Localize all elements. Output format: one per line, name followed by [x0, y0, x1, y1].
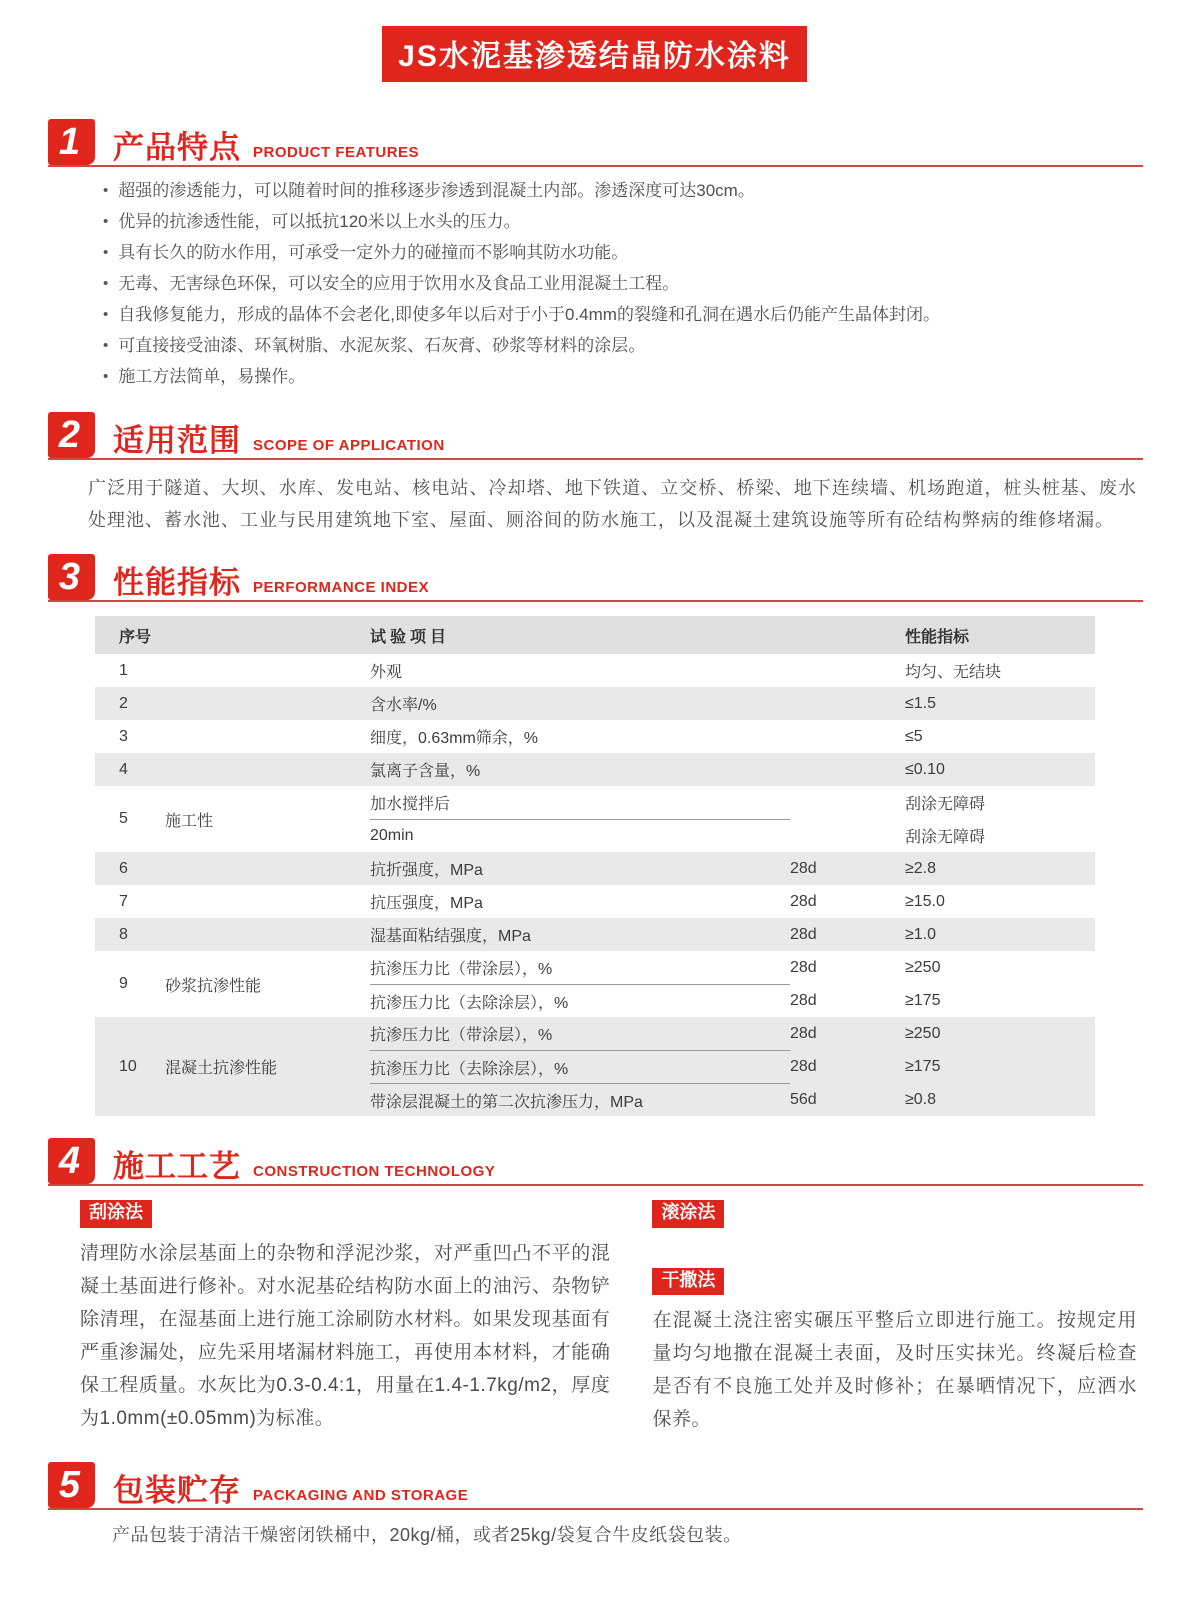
test-age: 28d: [790, 892, 817, 910]
test-item: 抗渗压力比（去除涂层），%: [370, 984, 790, 1017]
header-no: 序号: [119, 628, 152, 646]
section-title: 适用范围: [113, 423, 241, 458]
section-title: 包装贮存: [113, 1473, 241, 1509]
section-number: 2: [48, 412, 95, 458]
table-row: [95, 654, 1095, 687]
list-item: [103, 272, 1129, 295]
index-value: 刮涂无障碍: [905, 796, 986, 813]
list-item: [103, 210, 1129, 233]
test-age: 28d: [790, 859, 817, 877]
bullet-icon: •: [103, 368, 109, 385]
performance-table: [95, 616, 1095, 1116]
test-age: [790, 720, 905, 753]
test-item: 细度，0.63mm筛余，%: [370, 730, 539, 747]
table-row: [95, 918, 1095, 951]
section-subtitle: PERFORMANCE INDEX: [253, 579, 430, 596]
table-row: [95, 1017, 1095, 1116]
list-item: [103, 241, 1129, 264]
test-age: [790, 753, 905, 786]
scope-paragraph: 广泛用于隧道、大坝、水库、发电站、核电站、冷却塔、地下铁道、立交桥、桥梁、地下连续墙、机场跑道，桩头桩基、废水处理池、蓄水池、工业与民用建筑地下室、屋面、厕浴间的防水施工，以及混凝土建筑设施等所有砼结构弊病的维修堵漏。: [88, 478, 1137, 530]
test-item: 抗折强度，MPa: [370, 862, 483, 879]
index-value: 刮涂无障碍: [905, 829, 986, 846]
method-scrape-coating: [80, 1200, 610, 1436]
section-header-performance: [48, 554, 1143, 602]
test-item: 20min: [370, 819, 790, 852]
test-age: [790, 819, 905, 852]
section-header-construction: [48, 1138, 1143, 1186]
section-title: 性能指标: [113, 565, 241, 600]
index-value: ≤5: [905, 727, 923, 745]
row-group: 混凝土抗渗性能: [165, 1060, 278, 1077]
feature-text: 自我修复能力，形成的晶体不会老化,即使多年以后对于小于0.4mm的裂缝和孔洞在遇水后仍能产生晶体封闭。: [118, 305, 940, 324]
table-row: [95, 885, 1095, 918]
index-value: 均匀、无结块: [905, 664, 1002, 681]
method-right-column: [652, 1200, 1137, 1436]
section-header-features: [48, 119, 1143, 167]
header-index: 性能指标: [905, 628, 970, 646]
list-item: [103, 179, 1129, 202]
row-no: 7: [119, 892, 128, 910]
test-item: 加水搅拌后: [370, 796, 451, 813]
section-header-scope: [48, 412, 1143, 460]
index-value: ≥250: [905, 1024, 941, 1042]
section-subtitle: SCOPE OF APPLICATION: [253, 437, 445, 454]
section-number: 3: [48, 554, 95, 600]
index-value: ≥0.8: [905, 1090, 937, 1108]
section-subtitle: PRODUCT FEATURES: [253, 144, 420, 161]
feature-list: [103, 179, 1129, 388]
index-value: ≥15.0: [905, 892, 945, 910]
feature-text: 施工方法简单，易操作。: [118, 367, 306, 386]
test-item: 抗渗压力比（带涂层），%: [370, 1027, 553, 1044]
test-item: 外观: [370, 664, 403, 681]
method-tag: 干撒法: [652, 1268, 724, 1296]
section-title: 施工工艺: [113, 1149, 241, 1184]
row-group: 施工性: [165, 812, 214, 830]
row-no: 6: [119, 859, 128, 877]
construction-methods: [80, 1200, 1137, 1436]
index-value: ≥2.8: [905, 859, 937, 877]
test-item: 抗压强度，MPa: [370, 895, 483, 912]
test-item: 湿基面粘结强度，MPa: [370, 928, 531, 945]
method-text: 在混凝土浇注密实碾压平整后立即进行施工。按规定用量均匀地撒在混凝土表面，及时压实抹光。终凝后检查是否有不良施工处并及时修补；在暴晒情况下，应洒水保养。: [652, 1310, 1137, 1431]
row-no: 1: [119, 661, 128, 679]
section-number: 4: [48, 1138, 95, 1184]
test-item: 氯离子含量，%: [370, 763, 481, 780]
section-subtitle: PACKAGING AND STORAGE: [253, 1487, 469, 1505]
index-value: ≥250: [905, 958, 941, 976]
test-age: 28d: [790, 991, 817, 1009]
list-item: [103, 365, 1129, 388]
test-item: 抗渗压力比（去除涂层），%: [370, 1050, 790, 1083]
test-item: 抗渗压力比（带涂层），%: [370, 961, 553, 978]
row-no: 3: [119, 727, 128, 745]
test-age: 28d: [790, 958, 817, 976]
method-tag: 滚涂法: [652, 1200, 724, 1228]
table-row: [95, 852, 1095, 885]
row-no: 2: [119, 694, 128, 712]
section-title: 产品特点: [113, 130, 241, 165]
feature-text: 无毒、无害绿色环保，可以安全的应用于饮用水及食品工业用混凝土工程。: [118, 274, 680, 293]
row-no: 4: [119, 760, 128, 778]
test-age: [790, 654, 905, 687]
index-value: ≥1.0: [905, 925, 937, 943]
row-group: 砂浆抗渗性能: [165, 977, 262, 995]
page-title: JS水泥基渗透结晶防水涂料: [382, 26, 807, 82]
test-item: 含水率/%: [370, 697, 437, 714]
bullet-icon: •: [103, 337, 109, 354]
row-no: 5: [119, 810, 128, 827]
test-age: [790, 786, 905, 819]
test-age: 56d: [790, 1090, 817, 1108]
method-tag: 刮涂法: [80, 1200, 152, 1228]
list-item: [103, 303, 1129, 326]
table-row: [95, 786, 1095, 852]
bullet-icon: •: [103, 244, 109, 261]
test-age: 28d: [790, 1057, 817, 1075]
section-subtitle: CONSTRUCTION TECHNOLOGY: [253, 1163, 496, 1180]
table-row: [95, 687, 1095, 720]
section-header-packaging: [48, 1462, 1143, 1510]
feature-text: 优异的抗渗透性能，可以抵抗120米以上水头的压力。: [118, 212, 521, 231]
header-item: 试验项目: [370, 628, 451, 646]
packaging-paragraph: 产品包装于清洁干燥密闭铁桶中，20kg/桶，或者25kg/袋复合牛皮纸袋包装。: [112, 1525, 742, 1546]
table-row: [95, 753, 1095, 786]
bullet-icon: •: [103, 306, 109, 323]
bullet-icon: •: [103, 275, 109, 292]
feature-text: 可直接接受油漆、环氧树脂、水泥灰浆、石灰膏、砂浆等材料的涂层。: [118, 336, 646, 355]
table-header-row: [95, 616, 1095, 654]
feature-text: 超强的渗透能力，可以随着时间的推移逐步渗透到混凝土内部。渗透深度可达30cm。: [118, 181, 755, 200]
test-item: 带涂层混凝土的第二次抗渗压力，MPa: [370, 1083, 790, 1116]
index-value: ≥175: [905, 991, 941, 1009]
test-age: 28d: [790, 925, 817, 943]
test-age: [790, 687, 905, 720]
test-age: 28d: [790, 1024, 817, 1042]
section-number: 1: [48, 119, 95, 165]
index-value: ≥175: [905, 1057, 941, 1075]
index-value: ≤1.5: [905, 694, 937, 712]
list-item: [103, 334, 1129, 357]
bullet-icon: •: [103, 182, 109, 199]
row-no: 8: [119, 925, 128, 943]
row-no: 10: [119, 1057, 137, 1075]
row-no: 9: [119, 975, 128, 992]
method-text: 清理防水涂层基面上的杂物和浮泥沙浆，对严重凹凸不平的混凝土基面进行修补。对水泥基砼结构防水面上的油污、杂物铲除清理，在湿基面上进行施工涂刷防水材料。如果发现基面有严重渗漏处，应先采用堵漏材料施工，再使用本材料，才能确保工程质量。水灰比为0.3-0.4:1，用量在1.4-1.7kg/m2，厚度为1.0mm(±0.05mm)为标准。: [80, 1242, 611, 1429]
index-value: ≤0.10: [905, 760, 945, 778]
section-number: 5: [48, 1462, 95, 1508]
table-row: [95, 720, 1095, 753]
bullet-icon: •: [103, 213, 109, 230]
table-row: [95, 951, 1095, 1017]
feature-text: 具有长久的防水作用，可承受一定外力的碰撞而不影响其防水功能。: [118, 243, 629, 262]
